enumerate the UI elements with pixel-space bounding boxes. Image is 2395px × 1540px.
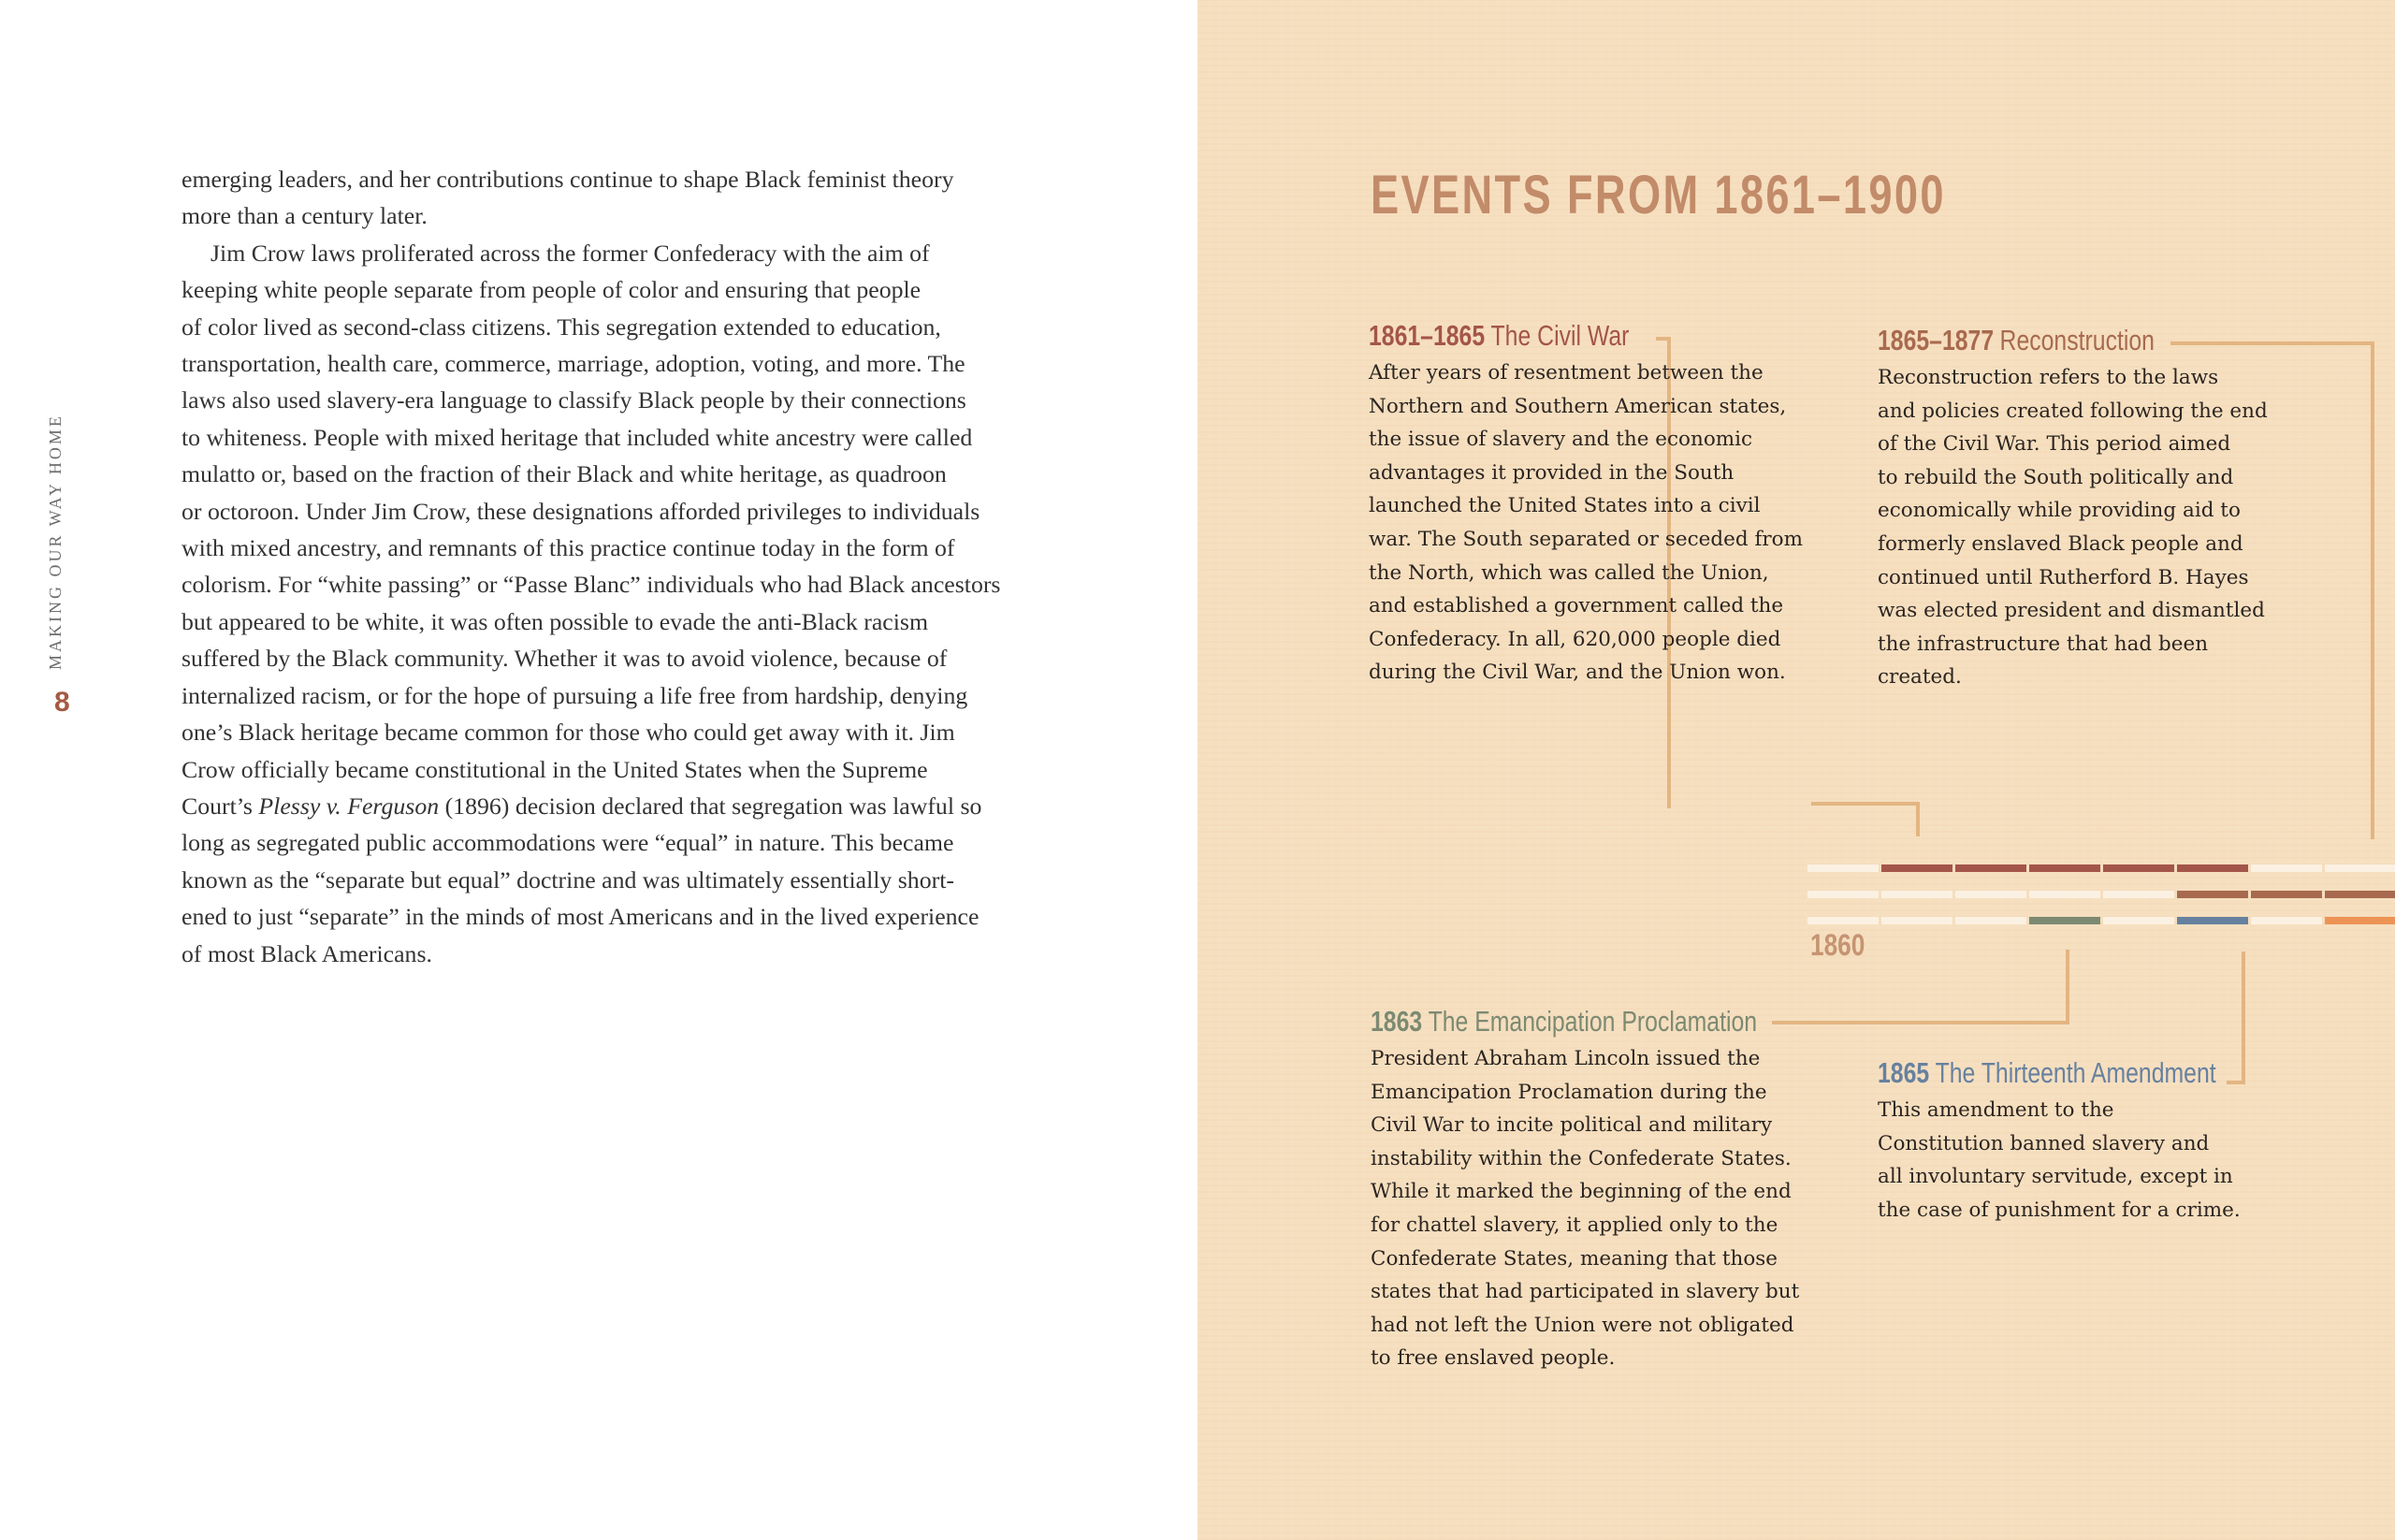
event-line: had not left the Union were not obligated <box>1371 1313 1794 1337</box>
event-line: and established a government called the <box>1369 594 1784 618</box>
body-line: internalized racism, or for the hope of pursuing a life free from hardship, denying <box>181 681 968 709</box>
event-line: This amendment to the <box>1878 1098 2114 1122</box>
body-line: Crow officially became constitutional in the United States when the Supreme <box>181 755 928 783</box>
timeline-segment-empty <box>1881 917 1952 924</box>
body-fragment: Court’s <box>181 792 253 820</box>
event-line: continued until Rutherford B. Hayes <box>1878 565 2249 589</box>
event-line: Northern and Southern American states, <box>1369 394 1787 418</box>
body-fragment: (1896) decision declared that segregation was lawful so <box>444 792 982 820</box>
event-line: economically while providing aid to <box>1878 499 2241 523</box>
timeline-segment-empty <box>1881 891 1952 898</box>
timeline-segment-empty <box>1955 891 2026 898</box>
event-title: The Civil War <box>1490 319 1630 352</box>
timeline-segment-thirteenth <box>2177 917 2248 924</box>
event-year: 1861–1865 <box>1369 319 1486 352</box>
page-number: 8 <box>54 687 70 718</box>
event-body <box>1878 361 2268 694</box>
event-line: the issue of slavery and the economic <box>1369 428 1753 452</box>
event-title: The Emancipation Proclamation <box>1428 1005 1758 1038</box>
event-reconstruction <box>1878 324 2268 694</box>
body-line: to whiteness. People with mixed heritage that included white ancestry were called <box>181 423 973 451</box>
body-line: of most Black Americans. <box>181 939 432 967</box>
event-line: war. The South separated or seceded from <box>1369 527 1804 551</box>
section-title: EVENTS FROM 1861–1900 <box>1371 165 1946 225</box>
timeline-segment-empty <box>2103 917 2174 924</box>
body-line: emerging leaders, and her contributions continue to shape Black feminist theory <box>181 166 954 193</box>
body-line: colorism. For “white passing” or “Passe Blanc” individuals who had Black ancestors <box>181 571 1001 599</box>
timeline-segment-civil_war <box>2103 864 2174 872</box>
event-year: 1865–1877 <box>1878 324 1995 356</box>
event-line: for chattel slavery, it applied only to the <box>1371 1213 1778 1237</box>
event-heading <box>1371 1005 1757 1042</box>
event-line: Confederacy. In all, 620,000 people died <box>1369 627 1781 651</box>
timeline-segment-empty <box>1807 917 1879 924</box>
event-year: 1865 <box>1878 1056 1930 1089</box>
event-title: Reconstruction <box>1999 324 2155 356</box>
body-line: with mixed ancestry, and remnants of this practice continue today in the form of <box>181 534 955 562</box>
body-line: known as the “separate but equal” doctrine and was ultimately essentially short- <box>181 865 954 893</box>
body-line: one’s Black heritage became common for those who could get away with it. Jim <box>181 719 955 747</box>
event-line: to free enslaved people. <box>1371 1346 1616 1371</box>
event-line: President Abraham Lincoln issued the <box>1371 1047 1761 1070</box>
timeline-segment-empty <box>2251 864 2322 872</box>
event-line: Emancipation Proclamation during the <box>1371 1080 1767 1104</box>
event-line: to rebuild the South politically and <box>1878 465 2234 489</box>
event-body <box>1369 356 1803 690</box>
event-body <box>1878 1094 2301 1227</box>
body-line: laws also used slavery-era language to classify Black people by their connections <box>181 386 966 414</box>
body-line: transportation, health care, commerce, marriage, adoption, voting, and more. The <box>181 350 965 378</box>
body-line: more than a century later. <box>181 202 428 230</box>
timeline-segment-civil_war <box>1955 864 2026 872</box>
right-page <box>1198 0 2395 1540</box>
body-line: ened to just “separate” in the minds of most Americans and in the lived experience <box>181 903 980 931</box>
timeline-start-label: 1860 <box>1810 928 1865 962</box>
body-line: but appeared to be white, it was often possible to evade the anti-Black racism <box>181 607 929 635</box>
event-line: Constitution banned slavery and <box>1878 1131 2210 1155</box>
timeline-segment-civil_war <box>2029 864 2100 872</box>
event-line: created. <box>1878 665 1962 690</box>
timeline-segment-reconstruction <box>2325 891 2395 898</box>
connector-civil-war-drop <box>1811 802 1920 836</box>
event-line: advantages it provided in the South <box>1369 460 1735 485</box>
event-line: of the Civil War. This period aimed <box>1878 432 2231 457</box>
timeline-segment-empty <box>1955 917 2026 924</box>
event-line: states that had participated in slavery but <box>1371 1280 1800 1304</box>
event-line: the infrastructure that had been <box>1878 632 2209 656</box>
event-line: instability within the Confederate States. <box>1371 1146 1792 1170</box>
timeline-segment-empty <box>2103 891 2174 898</box>
event-line: all involuntary servitude, except in <box>1878 1165 2233 1189</box>
timeline-segment-empty <box>2251 917 2322 924</box>
timeline-segment-reconstruction <box>2251 891 2322 898</box>
event-line: the case of punishment for a crime. <box>1878 1198 2241 1222</box>
event-line: formerly enslaved Black people and <box>1878 531 2243 556</box>
event-line: While it marked the beginning of the end <box>1371 1180 1792 1204</box>
event-thirteenth-amendment <box>1878 1056 2301 1227</box>
body-text <box>181 161 1023 972</box>
timeline-segment-empty <box>2325 864 2395 872</box>
timeline-segment-next <box>2325 917 2395 924</box>
body-line: of color lived as second-class citizens. This segregation extended to education, <box>181 312 941 341</box>
body-line <box>181 788 1023 824</box>
event-heading <box>1878 324 2189 361</box>
timeline-segment-empty <box>2029 891 2100 898</box>
event-line: was elected president and dismantled <box>1878 599 2265 623</box>
timeline-segment-empty <box>1807 864 1879 872</box>
event-line: Civil War to incite political and military <box>1371 1113 1773 1138</box>
event-line: the North, which was called the Union, <box>1369 560 1769 585</box>
event-body <box>1371 1042 1853 1375</box>
event-heading <box>1878 1056 2216 1094</box>
event-line: After years of resentment between the <box>1369 361 1764 385</box>
timeline-segment-empty <box>1807 891 1879 898</box>
case-title-italic: Plessy v. Ferguson <box>258 792 440 820</box>
body-line: mulatto or, based on the fraction of their Black and white heritage, as quadroon <box>181 460 947 488</box>
timeline-segment-emancipation <box>2029 917 2100 924</box>
body-line: or octoroon. Under Jim Crow, these designations afforded privileges to individuals <box>181 497 980 525</box>
event-emancipation-proclamation <box>1371 1005 1853 1375</box>
event-line: Reconstruction refers to the laws <box>1878 366 2219 389</box>
event-line: during the Civil War, and the Union won. <box>1369 661 1786 685</box>
event-civil-war <box>1369 319 1803 690</box>
event-year: 1863 <box>1371 1005 1423 1038</box>
timeline-segment-reconstruction <box>2177 891 2248 898</box>
event-line: and policies created following the end <box>1878 399 2268 423</box>
body-line: long as segregated public accommodations were “equal” in nature. This became <box>181 829 954 857</box>
event-line: Confederate States, meaning that those <box>1371 1246 1778 1271</box>
event-title: The Thirteenth Amendment <box>1935 1056 2216 1089</box>
body-line: suffered by the Black community. Whether it was to avoid violence, because of <box>181 645 948 673</box>
timeline-segment-civil_war <box>1881 864 1952 872</box>
event-line: launched the United States into a civil <box>1369 494 1761 518</box>
body-line: keeping white people separate from people of color and ensuring that people <box>181 276 922 304</box>
running-head: MAKING OUR WAY HOME <box>46 414 65 670</box>
body-line: Jim Crow laws proliferated across the former Confederacy with the aim of <box>210 239 930 267</box>
timeline-segment-civil_war <box>2177 864 2248 872</box>
event-heading <box>1369 319 1716 356</box>
